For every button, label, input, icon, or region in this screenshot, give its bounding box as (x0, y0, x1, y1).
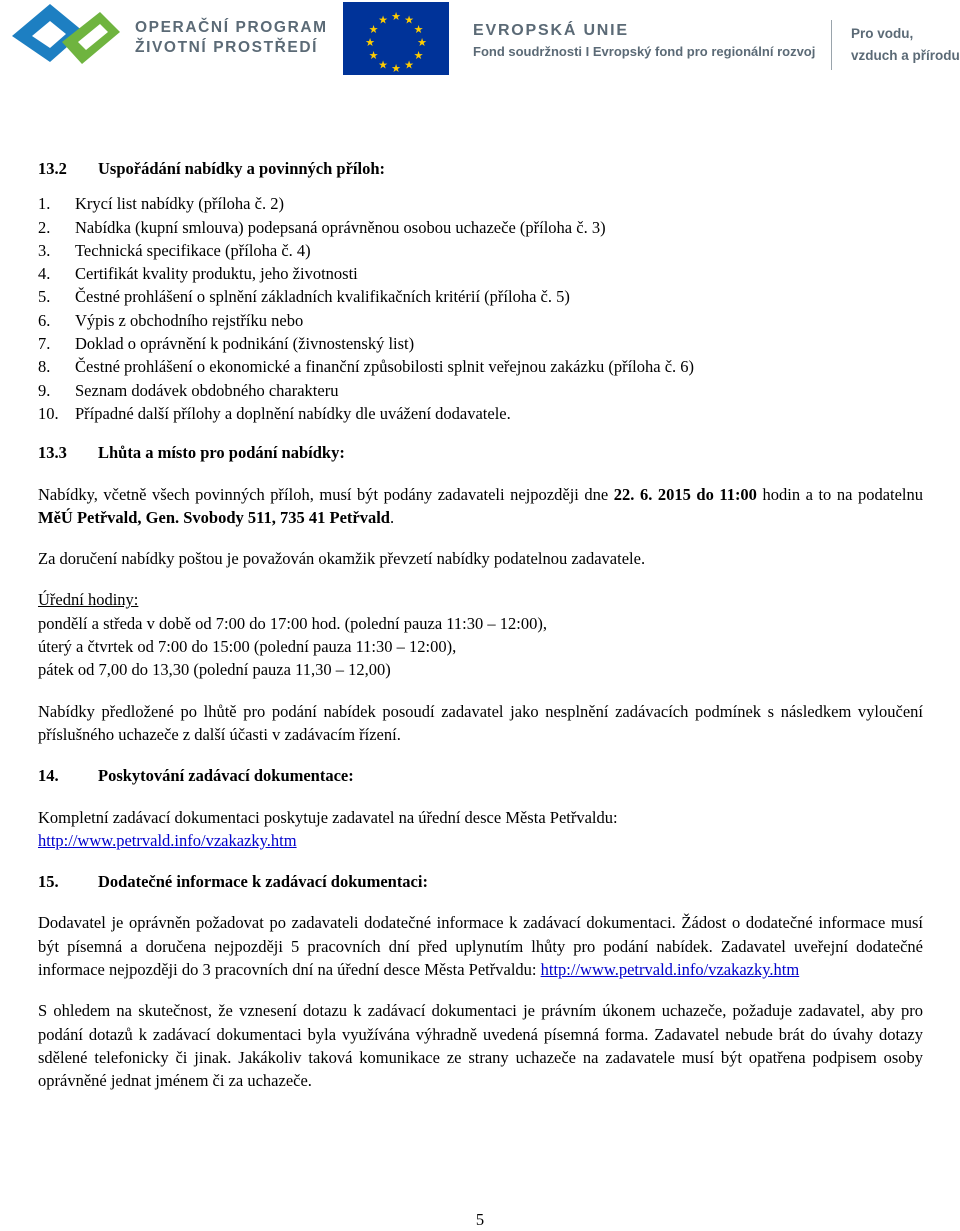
svg-text:★: ★ (391, 10, 401, 23)
additional-info-paragraph: Dodavatel je oprávněn požadovat po zadavateli dodatečné informace k zadávací dokumentaci. Žádost o dodatečné informace musí být písemná a doručena nejpozději 5 pracovních dní před uplynutím lhůty pro podání nabídek. Zadavatel uveřejní dodatečné informace nejpozději do 3 pracovních dní na úřední desce Města Petřvaldu: http://www.petrvald.info/vzakazky.htm (38, 913, 923, 980)
section-title: Uspořádání nabídky a povinných příloh: (98, 159, 386, 178)
vzakazky-link[interactable]: http://www.petrvald.info/vzakazky.htm (38, 830, 297, 850)
list-item: 5. Čestné prohlášení o splnění základních kvalifikačních kritérií (příloha č. 5) (38, 287, 570, 307)
eu-flag-icon (343, 2, 449, 75)
list-item: 9. Seznam dodávek obdobného charakteru (38, 380, 339, 400)
list-item: 6. Výpis z obchodního rejstříku nebo (38, 310, 304, 330)
office-hours-line: pátek od 7,00 do 13,30 (polední pauza 11,30 – 12,00) (38, 660, 391, 680)
section-number: 13.2 (38, 159, 67, 178)
svg-text:★: ★ (391, 62, 401, 75)
svg-text:★: ★ (378, 13, 388, 27)
section-14-heading (38, 764, 923, 787)
section-13-2-heading (38, 157, 923, 180)
eu-title: EVROPSKÁ UNIE (473, 22, 629, 39)
document-body (38, 157, 923, 1093)
list-item: 10. Případné další přílohy a doplnění nabídky dle uvážení dodavatele. (38, 403, 511, 423)
vzakazky-link[interactable]: http://www.petrvald.info/vzakazky.htm (540, 960, 800, 980)
eu-subtitle: Fond soudržnosti I Evropský fond pro regionální rozvoj (473, 44, 816, 59)
list-item: 2. Nabídka (kupní smlouva) podepsaná oprávněnou osobou uchazeče (příloha č. 3) (38, 217, 606, 237)
svg-text:★: ★ (413, 23, 424, 36)
section-15-heading (38, 870, 923, 893)
svg-text:★: ★ (417, 36, 427, 49)
questions-paragraph: S ohledem na skutečnost, že vznesení dotazu k zadávací dokumentaci je právním úkonem uchazeče, požaduje zadavatel, aby pro podání dotazů k zadávací dokumentaci byla využívána výhradně uvedená písemná forma. Zadavatel nebude brát do úvahy dotazy sdělené telefonicky či jinak. Jakákoliv taková komunikace ze strany uchazeče na zadavatele musí být opatřena podpisem osoby oprávněné jednat jménem či za uchazeče. (38, 1001, 923, 1091)
svg-text:★: ★ (404, 58, 414, 72)
list-item: 4. Certifikát kvality produktu, jeho životnosti (38, 264, 358, 284)
section-title: Dodatečné informace k zadávací dokumentaci: (98, 872, 428, 892)
page-number: 5 (475, 1210, 485, 1229)
office-hours-line: úterý a čtvrtek od 7:00 do 15:00 (polední pauza 11:30 – 12:00), (38, 637, 457, 657)
section-number: 14. (38, 766, 59, 786)
header-divider (831, 20, 832, 70)
section-title: Poskytování zadávací dokumentace: (98, 766, 354, 786)
slogan-line-1: Pro vodu, (851, 26, 914, 41)
list-item: 8. Čestné prohlášení o ekonomické a finanční způsobilosti splnit veřejnou zakázku (příloha č. 6) (38, 357, 695, 377)
section-13-3-heading (38, 441, 923, 464)
section-title: Lhůta a místo pro podání nabídky: (98, 443, 345, 463)
attachments-list (38, 192, 923, 425)
late-offers-paragraph: Nabídky předložené po lhůtě pro podání nabídek posoudí zadavatel jako nesplnění zadávacích podmínek s následkem vyloučení příslušného uchazeče z další účasti v zadávacím řízení. (38, 701, 923, 744)
svg-text:★: ★ (368, 49, 379, 62)
document-header (0, 0, 960, 80)
op-line-1: OPERAČNÍ PROGRAM (135, 19, 328, 36)
delivery-paragraph: Za doručení nabídky poštou je považován okamžik převzetí nabídky podatelnou zadavatele. (38, 549, 646, 569)
slogan-line-2: vzduch a přírodu (851, 48, 960, 63)
svg-text:★: ★ (404, 13, 414, 27)
op-zp-logo (4, 2, 120, 66)
section-number: 13.3 (38, 443, 67, 463)
op-program-name (135, 18, 328, 58)
list-item: 7. Doklad o oprávnění k podnikání (živnostenský list) (38, 334, 415, 354)
svg-text:★: ★ (365, 36, 375, 49)
documentation-paragraph: Kompletní zadávací dokumentaci poskytuje zadavatel na úřední desce Města Petřvaldu: (38, 807, 618, 827)
list-item: 1. Krycí list nabídky (příloha č. 2) (38, 194, 284, 214)
svg-text:★: ★ (368, 23, 379, 36)
svg-text:★: ★ (413, 49, 424, 62)
op-line-2: ŽIVOTNÍ PROSTŘEDÍ (135, 39, 319, 56)
eu-text-block (473, 20, 815, 62)
office-hours-line: pondělí a středa v době od 7:00 do 17:00 hod. (polední pauza 11:30 – 12:00), (38, 613, 547, 633)
section-number: 15. (38, 872, 59, 892)
list-item: 3. Technická specifikace (příloha č. 4) (38, 240, 311, 260)
slogan (851, 23, 960, 67)
svg-text:★: ★ (378, 58, 388, 72)
office-hours-title: Úřední hodiny: (38, 590, 139, 610)
deadline-paragraph: Nabídky, včetně všech povinných příloh, musí být podány zadavateli nejpozději dne 22. 6. 2015 do 11:00 hodin a to na podatelnu MěÚ Petřvald, Gen. Svobody 511, 735 41 Petřvald. (38, 484, 924, 527)
